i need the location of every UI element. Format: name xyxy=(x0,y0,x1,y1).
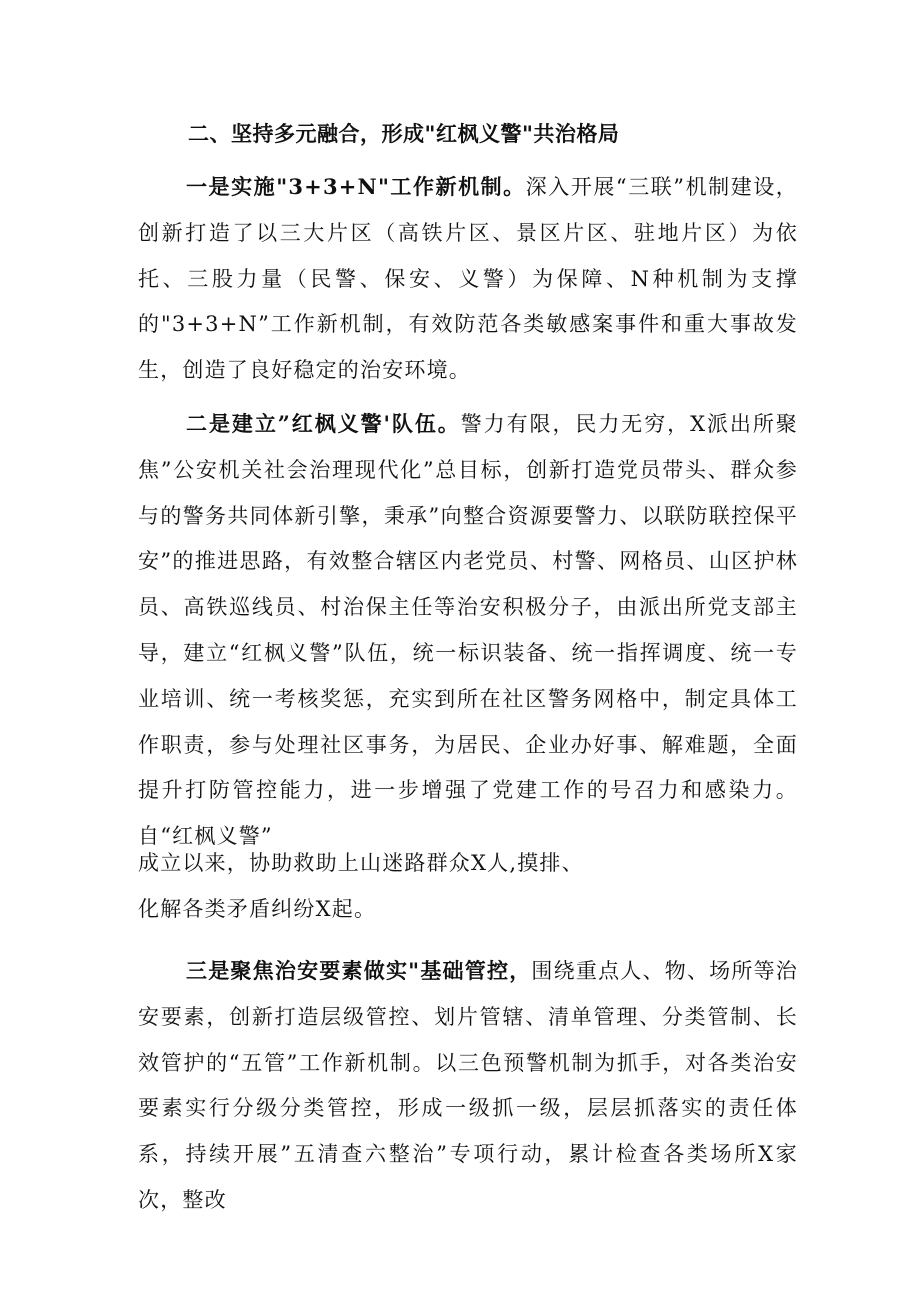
paragraph-3 xyxy=(138,948,798,1224)
paragraph-1-body: 深入开展“三联”机制建设，创新打造了以三大片区（高铁片区、景区片区、驻地片区）为依托、三股力量（民警、保安、义警）为保障、N种机制为支撑的"3+3+N”工作新机制，有效防范各类敏感案事件和重大事故发生，创造了良好稳定的治安环境。 xyxy=(138,175,798,383)
paragraph-3-body: 围绕重点人、物、场所等治安要素，创新打造层级管控、划片管辖、清单管理、分类管制、长效管护的“五管”工作新机制。以三色预警机制为抓手，对各类治安要素实行分级分类管控，形成一级抓一级，层层抓落实的责任体系，持续开展”五清查六整治”专项行动，累计检查各类场所X家次，整改 xyxy=(138,959,799,1212)
paragraph-2-body: 警力有限，民力无穷，X派出所聚焦”公安机关社会治理现代化”总目标，创新打造党员带头、群众参与的警务共同体新引擎，秉承”向整合资源要警力、以联防联控保平安”的推进思路，有效整合辖区内老党员、村警、网格员、山区护林员、高铁巡线员、村治保主任等治安积极分子，由派出所党支部主导，建立“红枫义警”队伍，统一标识装备、统一指挥调度、统一专业培训、统一考核奖惩，充实到所在社区警务网格中，制定具体工作职责，参与处理社区事务，为居民、企业办好事、解难题，全面提升打防管控能力，进一步增强了党建工作的号召力和感染力。自“红枫义警” xyxy=(138,412,799,849)
paragraph-3-lead: 三是聚焦治安要素做实"基础管控， xyxy=(186,958,532,983)
section-heading: 二、坚持多元融合，形成"红枫义警"共治格局 xyxy=(188,121,620,146)
paragraph-2-lead: 二是建立”红枫义警'队伍。 xyxy=(186,411,461,436)
paragraph-1-lead: 一是实施"3+3+N"工作新机制。 xyxy=(186,174,526,199)
paragraph-2-tail-line-2: 化解各类矛盾纠纷X起。 xyxy=(138,897,377,921)
paragraph-2 xyxy=(138,401,798,860)
paragraph-1 xyxy=(138,164,798,394)
paragraph-2-tail-line-1: 成立以来，协助救助上山迷路群众X人,摸排、 xyxy=(138,851,584,875)
